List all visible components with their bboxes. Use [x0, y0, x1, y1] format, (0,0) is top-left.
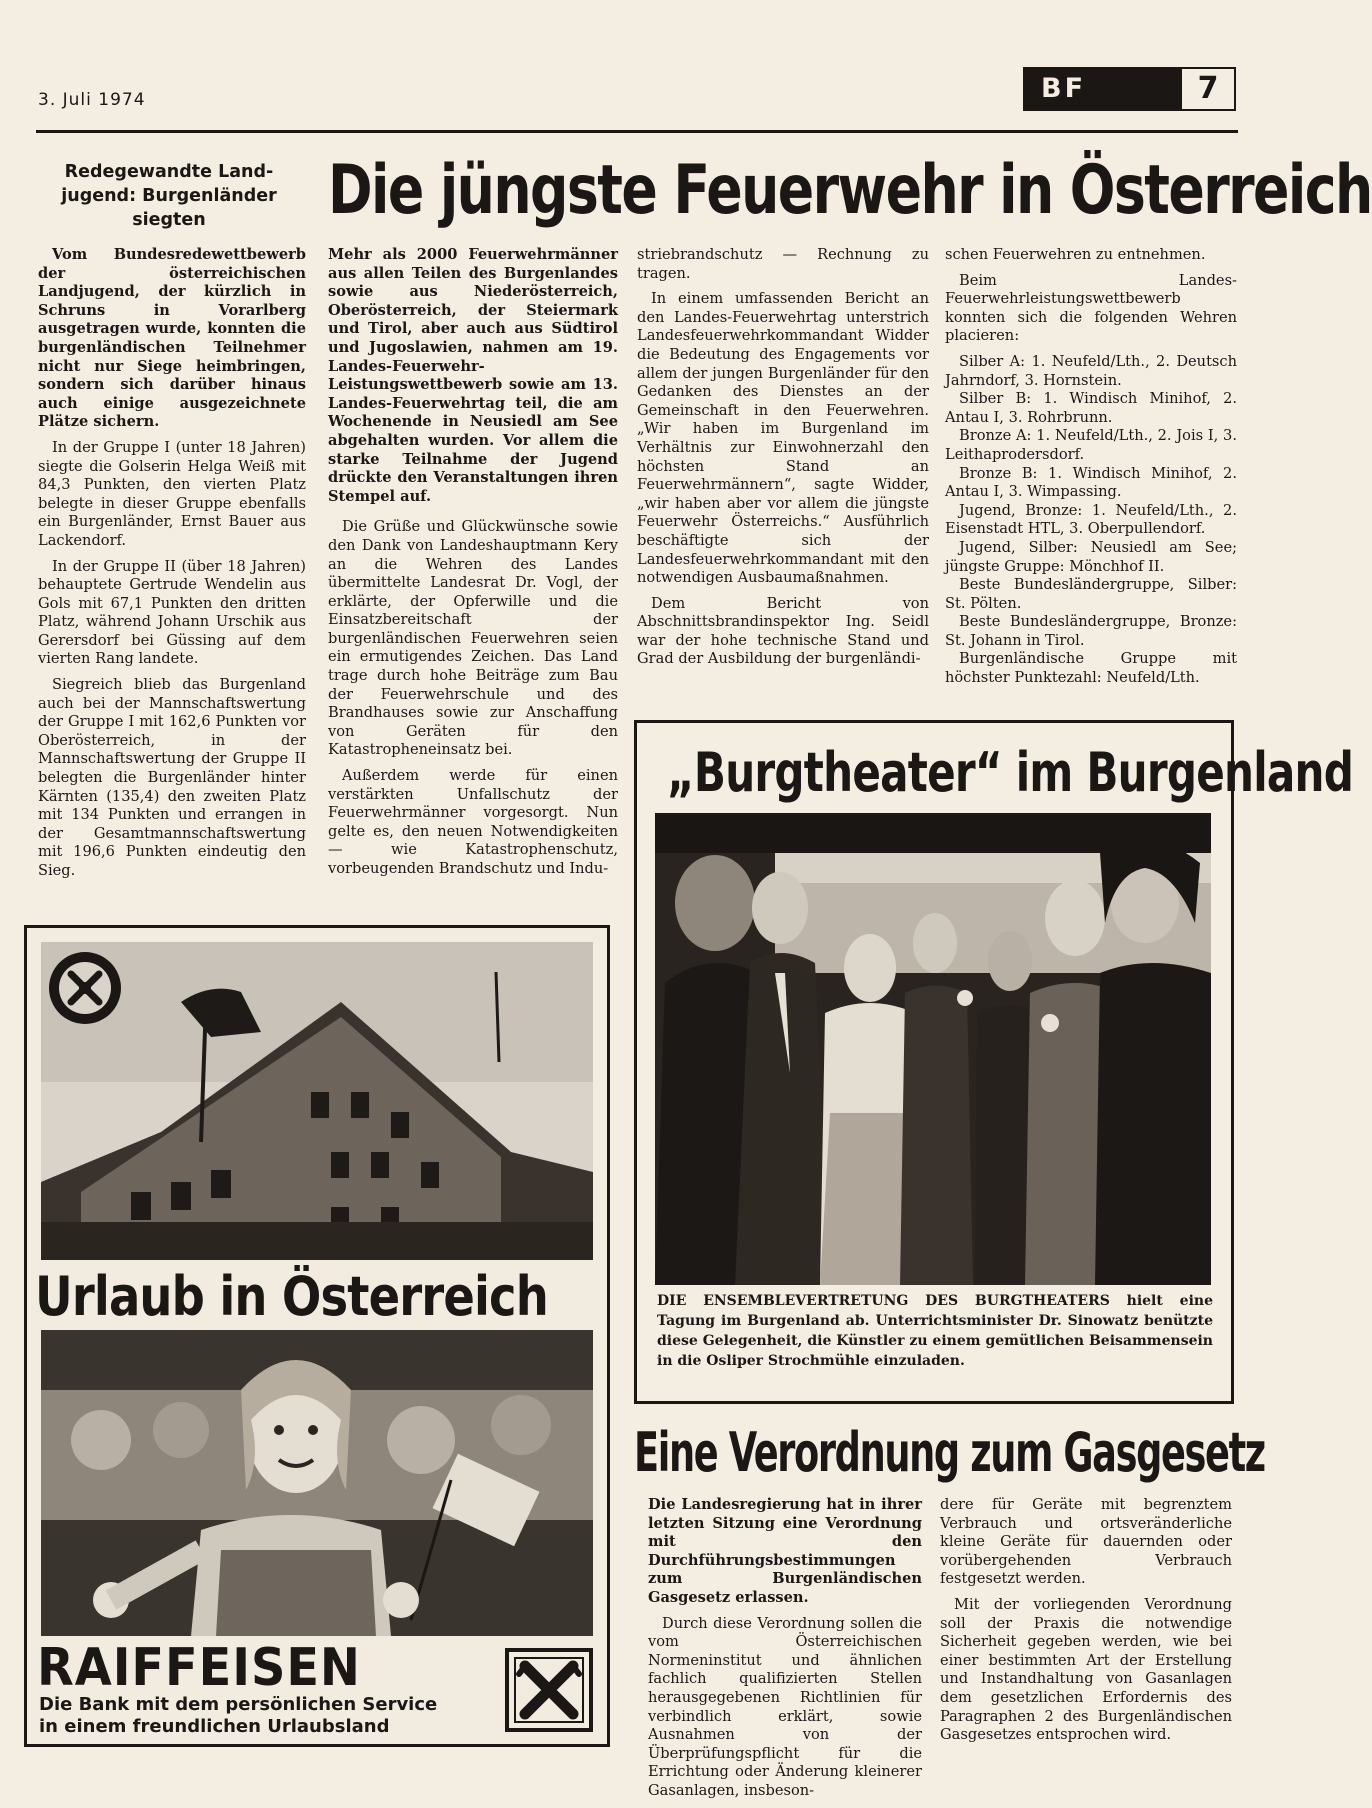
ad-title: Urlaub in Österreich	[35, 1265, 548, 1328]
burgtheater-caption: DIE ENSEMBLEVERTRETUNG DES BURGTHEATERS hielt eine Tagung im Burgenland ab. Unterrichtsminister Dr. Sinowatz benützte diese Gelegenheit, die Künstler zu einem gemütlichen Beisammensein in die Osliper Strochmühle einzuladen.	[657, 1293, 1213, 1369]
main-article-col-1: Mehr als 2000 Feuerwehrmänner aus allen Teilen des Burgenlandes sowie aus Niederösterreich, Oberösterreich, der Steiermark und Tirol, aber auch aus Südtirol und Jugoslawien, nahmen am 19. Landes-Feuerwehr-Leistungswettbewerb sowie am 13. Landes-Feuerwehrtag teil, die am Wochenende in Neusiedl am See abgehalten wurden. Vor allem die starke Teilnahme der Jugend drückte den Veranstaltungen ihren Stempel auf. Die Grüße und Glückwünsche sowie den Dank von Landeshauptmann Kery an die Wehren des Landes übermittelte Landesrat Dr. Vogl, der erklärte, der Opferwille und die Einsatzbereitschaft der burgenländischen Feuerwehren seien ein ermutigendes Zeichen. Das Land trage durch hohe Beiträge zum Bau der Feuerwehrschule und des Brandhauses sowie zur Anschaffung von Geräten für den Katastropheneinsatz bei. Außerdem werde für einen verstärkten Unfallschutz der Feuerwehrmänner vorgesorgt. Nun gelte es, den neuen Notwendigkeiten — wie Katastrophenschutz, vorbeugenden Brandschutz und Indu-	[328, 246, 618, 877]
gas-article-col-2: dere für Geräte mit begrenztem Verbrauch und ortsveränderliche kleine Geräte für dauernden oder vorübergehenden Verbrauch festgesetzt werden. Mit der vorliegenden Verordnung soll der Praxis die notwendige Sicherheit gegeben werden, wie bei einer bestimmten Art der Erstellung und Instandhaltung von Gasanlagen dem gesetzlichen Erfordernis des Paragraphen 2 des Burgenländischen Gasgesetzes entsprochen wird.	[940, 1496, 1232, 1744]
main-headline-box	[328, 150, 1372, 240]
ad-hotel-photo	[41, 942, 593, 1260]
burgtheater-headline: „Burgtheater“ im Burgenland	[667, 741, 1354, 804]
ad-slogan: Die Bank mit dem persönlichen Service in einem freundlichen Urlaubsland	[39, 1694, 438, 1737]
issue-date: 3. Juli 1974	[38, 90, 146, 110]
page-header-badge	[1023, 67, 1236, 111]
header-rule	[36, 130, 1238, 133]
gas-headline-box	[634, 1420, 1265, 1492]
burgtheater-headline-box	[667, 739, 1354, 809]
left-article-lead: Vom Bundesredewettbewerb der österreichischen Landjugend, der kürzlich in Schruns in Vorarlberg ausgetragen wurde, konnten die burgenländischen Teilnehmer nicht nur Siege heimbringen, sondern sich darüber hinaus auch einige ausgezeichnete Plätze sichern.	[38, 246, 306, 431]
gas-article-col-1: Die Landesregierung hat in ihrer letzten Sitzung eine Verordnung mit den Durchführungsbestimmungen zum Burgenländischen Gasgesetz erlassen. Durch diese Verordnung sollen die vom Österreichischen Normeninstitut und ähnlichen fachlich qualifizierten Stellen herausgegebenen Richtlinien für verbindlich erklärt, sowie Ausnahmen von der Überprüfungspflicht für die Errichtung oder Änderung kleinerer Gasanlagen, insbeson-	[648, 1496, 922, 1799]
ad-brand-box	[37, 1640, 493, 1696]
main-headline: Die jüngste Feuerwehr in Österreich	[328, 151, 1372, 230]
raiffeisen-gable-cross-icon	[505, 1648, 593, 1732]
main-article-col-2: striebrandschutz — Rechnung zu tragen. In einem umfassenden Bericht an den Landes-Feuerwehrtag unterstrich Landesfeuerwehrkommandant Widder die Bedeutung des Engagements vor allem der jungen Burgenländer für den Gedanken des Dienstes an der Gemeinschaft in den Feuerwehren. „Wir haben im Burgenland im Verhältnis zur Einwohnerzahl den höchsten Stand an Feuerwehrmännern“, sagte Widder, „wir haben aber vor allem die jüngste Feuerwehr Österreichs.“ Ausführlich beschäftigte sich der Landesfeuerwehrkommandant mit den notwendigen Ausbaumaßnahmen. Dem Bericht von Abschnittsbrandinspektor Ing. Seidl war der hohe technische Stand und Grad der Ausbildung der burgenländi-	[637, 246, 929, 668]
burgtheater-reception-photo	[655, 813, 1211, 1285]
ad-title-box	[35, 1266, 601, 1328]
gas-headline: Eine Verordnung zum Gasgesetz	[634, 1421, 1265, 1484]
raiffeisen-advertisement	[24, 925, 610, 1747]
section-label: BF	[1025, 69, 1182, 109]
ad-girl-flag-photo	[41, 1330, 593, 1636]
page-number: 7	[1197, 71, 1219, 106]
main-article-col-3: schen Feuerwehren zu entnehmen. Beim Landes-Feuerwehrleistungswettbewerb konnten sich die folgenden Wehren placieren: Silber A: 1. Neufeld/Lth., 2. Deutsch Jahrndorf, 3. Hornstein. Silber B: 1. Windisch Minihof, 2. Antau I, 3. Rohrbrunn. Bronze A: 1. Neufeld/Lth., 2. Jois I, 3. Leithaprodersdorf. Bronze B: 1. Windisch Minihof, 2. Antau I, 3. Wimpassing. Jugend, Bronze: 1. Neufeld/Lth., 2. Eisenstadt HTL, 3. Oberpullendorf. Jugend, Silber: Neusiedl am See; jüngste Gruppe: Mönchhof II. Beste Bundesländergruppe, Silber: St. Pölten. Beste Bundesländergruppe, Bronze: St. Johann in Tirol. Burgenländische Gruppe mit höchster Punktezahl: Neufeld/Lth.	[945, 246, 1237, 687]
ad-brand: RAIFFEISEN	[37, 1638, 361, 1698]
gas-article-lead: Die Landesregierung hat in ihrer letzten Sitzung eine Verordnung mit den Durchführungsbestimmungen zum Burgenländischen Gasgesetz erlassen.	[648, 1496, 922, 1606]
left-article-body: Vom Bundesredewettbewerb der österreichischen Landjugend, der kürzlich in Schruns in Vorarlberg ausgetragen wurde, konnten die burgenländischen Teilnehmer nicht nur Siege heimbringen, sondern sich darüber hinaus auch einige ausgezeichnete Plätze sichern. In der Gruppe I (unter 18 Jahren) siegte die Golserin Helga Weiß mit 84,3 Punkten, den vierten Platz belegte in dieser Gruppe ebenfalls ein Burgenländer, Ernst Bauer aus Lackendorf. In der Gruppe II (über 18 Jahren) behauptete Gertrude Wendelin aus Gols mit 67,1 Punkten den dritten Platz, während Johann Urschik aus Gerersdorf bei Güssing auf dem vierten Rang landete. Siegreich blieb das Burgenland auch bei der Mannschaftswertung der Gruppe I mit 162,6 Punkten vor Oberösterreich, in der Mannschaftswertung der Gruppe II belegten die Burgenländer hinter Kärnten (135,4) den zweiten Platz mit 134 Punkten und errangen in der Gesamtmannschaftswertung mit 196,6 Punkten eindeutig den Sieg.	[38, 246, 306, 879]
burgtheater-box	[634, 720, 1354, 1404]
main-article-lead: Mehr als 2000 Feuerwehrmänner aus allen Teilen des Burgenlandes sowie aus Niederösterreich, Oberösterreich, der Steiermark und Tirol, aber auch aus Südtirol und Jugoslawien, nahmen am 19. Landes-Feuerwehr-Leistungswettbewerb sowie am 13. Landes-Feuerwehrtag teil, die am Wochenende in Neusiedl am See abgehalten wurden. Vor allem die starke Teilnahme der Jugend drückte den Veranstaltungen ihren Stempel auf.	[328, 246, 618, 505]
raiffeisen-emblem-icon	[47, 950, 123, 1026]
left-article-headline: Redegewandte Land- jugend: Burgenländer siegten	[61, 162, 277, 230]
